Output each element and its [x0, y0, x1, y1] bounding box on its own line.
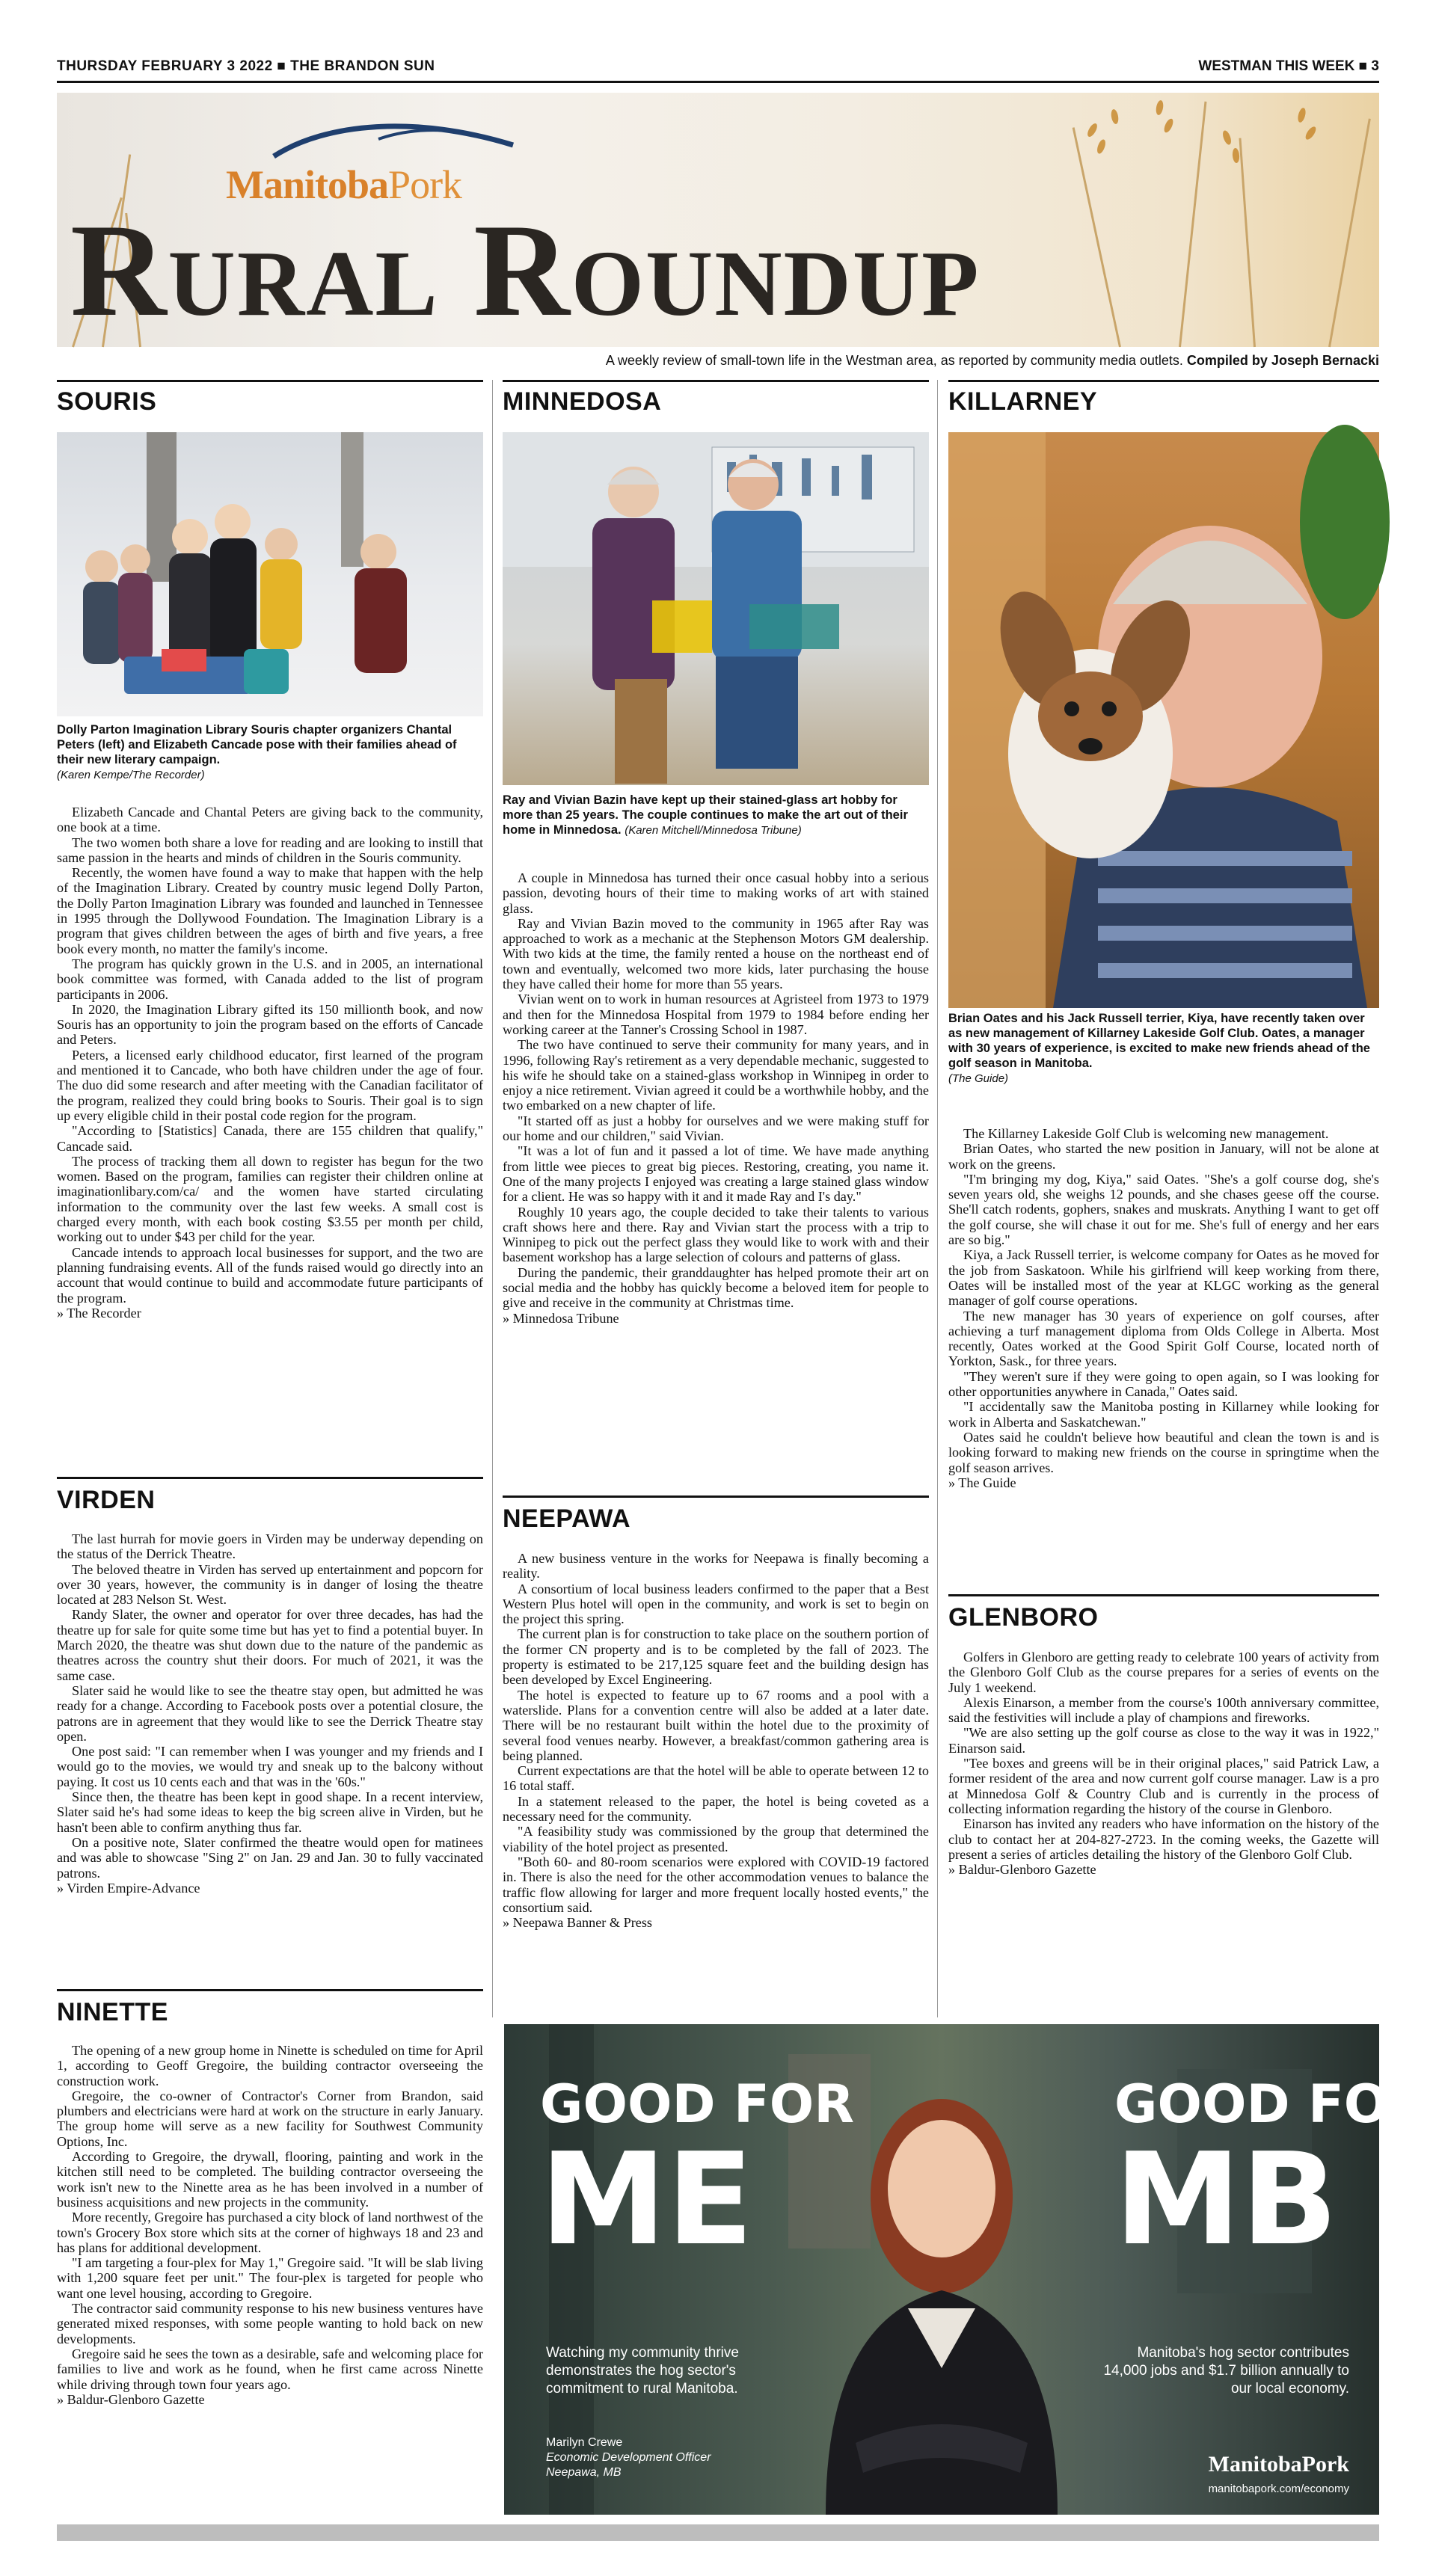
top-rule: [57, 81, 1379, 83]
paragraph: The process of tracking them all down to register has begun for the two women. Based on the program, families can register their children online at imaginationlibary.com/ca/ and the women have started circulating information to the community over the last few weeks. A small cost is charged every month, with each book costing $3.55 per month per child, working out to under $43 per child for the year.: [57, 1153, 483, 1245]
ad-logo: ManitobaPork: [1208, 2452, 1349, 2477]
killarney-caption-text: Brian Oates and his Jack Russell terrier, Kiya, have recently taken over as new management of Killarney Lakeside Golf Club. Oates, a manager with 30 years of experience, is excited to make new friends ahead of the golf season in Manitoba.: [948, 1012, 1370, 1070]
paragraph: Slater said he would like to see the theatre stay open, but admitted he was ready for a change. According to Facebook posts over a potential closure, the patrons are in agreement that they would like to see the Derrick Theatre stay open.: [57, 1682, 483, 1744]
virden-article: [57, 1531, 483, 1973]
minnedosa-photo: [503, 432, 929, 785]
section-rule: [57, 1989, 483, 1991]
minnedosa-caption-text: Ray and Vivian Bazin have kept up their stained-glass art hobby for more than 25 years. The couple continues to make the art out of their home in Minnedosa.: [503, 793, 908, 837]
souris-caption: [57, 722, 483, 782]
brand-logo-part1: Manitoba: [226, 162, 389, 207]
paragraph: Current expectations are that the hotel will be able to operate between 12 to 16 total staff.: [503, 1763, 929, 1794]
paragraph: Since then, the theatre has been kept in good shape. In a recent interview, Slater said he's had some ideas to keep the big screen alive in Virden, but he hasn't been able to confirm anything thus far.: [57, 1789, 483, 1835]
section-rule: [57, 1477, 483, 1479]
masthead-banner: [57, 93, 1379, 347]
ad-left-line2: ME: [540, 2126, 754, 2274]
footer-bar: [57, 2524, 1379, 2541]
paragraph: Roughly 10 years ago, the couple decided to take their talents to various craft shows here and there. Ray and Vivian start the process with a trip to Winnipeg to pick out the perfect glass they would like to work with and their basement workshop has a large selection of colours and patterns of glass.: [503, 1204, 929, 1265]
souris-article: [57, 805, 483, 1448]
paragraph: Cancade intends to approach local businesses for support, and the two are planning fundraising events. All of the funds raised would go directly into an account that would continue to build and accommodate future participants of the program.: [57, 1244, 483, 1306]
paragraph: Kiya, a Jack Russell terrier, is welcome company for Oates as he moved for the job from Saskatoon. While his girlfriend will keep working from there, Oates will be installed most of the year at KLGC working as the general manager of golf course operations.: [948, 1247, 1379, 1309]
minnedosa-article: [503, 870, 929, 1469]
paragraph: Golfers in Glenboro are getting ready to celebrate 100 years of activity from the Glenboro Golf Club as the course prepares for a series of events on the July 1 weekend.: [948, 1650, 1379, 1695]
section-rule: [503, 1496, 929, 1498]
souris-photo-credit: (Karen Kempe/The Recorder): [57, 769, 205, 781]
column-divider: [492, 380, 493, 2017]
neepawa-article: [503, 1551, 929, 2014]
workshop-photo-illustration: [503, 432, 929, 785]
masthead-title: Rural Roundup: [70, 196, 981, 344]
paragraph: "I accidentally saw the Manitoba posting in Killarney while looking for work in Alberta and Saskatchewan.": [948, 1399, 1379, 1430]
source-credit: » The Recorder: [57, 1305, 141, 1321]
paragraph: Alexis Einarson, a member from the course's 100th anniversary committee, said the festivities will include a play of champions and fireworks.: [948, 1694, 1379, 1726]
paragraph: A couple in Minnedosa has turned their once casual hobby into a serious passion, devoting hours of their time to making works of art with stained glass.: [503, 870, 929, 916]
paragraph: Gregoire, the co-owner of Contractor's Corner from Brandon, said plumbers and electricians were hard at work on the structure in early January. The group home will serve as a new facility for Southwest Community Options, Inc.: [57, 2088, 483, 2149]
ad-person-name: Marilyn Crewe: [546, 2436, 623, 2449]
ad-left-line1: GOOD FOR: [540, 2074, 855, 2135]
section-head-virden: VIRDEN: [57, 1486, 156, 1514]
source-credit: » Baldur-Glenboro Gazette: [57, 2391, 205, 2407]
ad-left-text: Watching my community thrive demonstrates the hog sector's commitment to rural Manitoba.: [546, 2345, 739, 2397]
paragraph: Ray and Vivian Bazin moved to the community in 1965 after Ray was approached to work as a mechanic at the Stephenson Motors GM dealership. With two kids at the time, the family rented a house on the northeast end of town and eventually, welcomed two more kids, later purchasing the house they have called their home for more than 55 years.: [503, 915, 929, 992]
paragraph: "It started off as just a hobby for ourselves and we were making stuff for our home and our children," said Vivian.: [503, 1113, 929, 1144]
brand-logo-part2: Pork: [388, 162, 462, 207]
paragraph: In a statement released to the paper, the hotel is being coveted as a necessary need for the community.: [503, 1793, 929, 1825]
paragraph: Vivian went on to work in human resources at Agristeel from 1973 to 1979 and then for the Minnedosa Hospital from 1979 to 1984 before ending her working career at the Tanner's Crossing School in 1987.: [503, 992, 929, 1037]
source-credit: » Neepawa Banner & Press: [503, 1915, 653, 1931]
paragraph: Gregoire said he sees the town as a desirable, safe and welcoming place for families to live and work as he found, when he first came across Ninette while driving through town four years ago.: [57, 2346, 483, 2392]
paragraph: The program has quickly grown in the U.S. and in 2005, an international book committee was formed, with Canada added to the list of program participants in 2006.: [57, 956, 483, 1002]
paragraph: "A feasibility study was commissioned by the group that determined the viability of the hotel project as presented.: [503, 1824, 929, 1854]
ad-right-text: Manitoba's hog sector contributes 14,000 jobs and $1.7 billion annually to our local economy.: [1103, 2345, 1349, 2397]
killarney-article: [948, 1126, 1379, 1590]
ninette-article: [57, 2043, 483, 2518]
paragraph: One post said: "I can remember when I was younger and my friends and I would go to the movies, we would try and sneak up to the balcony without paying. It cost us 10 cents each and that was in the '60s.": [57, 1744, 483, 1789]
paragraph: Einarson has invited any readers who have information on the history of the club to contact her at 204-827-2723. In the coming weeks, the Gazette will present a series of articles detailing the history of the Glenboro Golf Club.: [948, 1816, 1379, 1862]
brand-swoosh-icon: [266, 115, 521, 167]
paragraph: In 2020, the Imagination Library gifted its 150 millionth book, and now Souris has an opportunity to join the program based on the efforts of Cancade and Peters.: [57, 1001, 483, 1048]
paragraph: "According to [Statistics] Canada, there are 155 children that qualify," Cancade said.: [57, 1123, 483, 1154]
paragraph: A consortium of local business leaders confirmed to the paper that a Best Western Plus hotel will open in the community, and work is set to begin on the project this spring.: [503, 1581, 929, 1627]
paragraph: The Killarney Lakeside Golf Club is welcoming new management.: [963, 1126, 1329, 1141]
paragraph: Elizabeth Cancade and Chantal Peters are giving back to the community, one book at a time.: [57, 805, 483, 835]
man-and-dog-photo-illustration: [948, 432, 1379, 1008]
folio-left: THURSDAY FEBRUARY 3 2022 ■ THE BRANDON SUN: [57, 58, 435, 74]
section-head-minnedosa: MINNEDOSA: [503, 387, 662, 416]
paragraph: The hotel is expected to feature up to 67 rooms and a pool with a waterslide. Plans for a convention centre will also be added at a later date. There will be no restaurant built within the hotel due to the proximity of several food venues nearby. However, a breakfast/common gathering area is being planned.: [503, 1687, 929, 1763]
paragraph: The last hurrah for movie goers in Virden may be underway depending on the status of the Derrick Theatre.: [57, 1531, 483, 1562]
paragraph: The two women both share a love for reading and are looking to instill that same passion in the hearts and minds of children in the Souris community.: [57, 834, 483, 865]
minnedosa-photo-credit: (Karen Mitchell/Minnedosa Tribune): [625, 824, 802, 837]
section-rule: [948, 380, 1379, 382]
banner-subtitle-text: A weekly review of small-town life in the Westman area, as reported by community media outlets.: [605, 353, 1183, 368]
paragraph: The current plan is for construction to take place on the southern portion of the former CN property and is to be completed by the fall of 2023. The property is estimated to be 217,125 square feet and the building design has been developed by Excel Engineering.: [503, 1626, 929, 1688]
paragraph: "They weren't sure if they were going to open again, so I was looking for other opportunities anywhere in Canada," Oates said.: [948, 1368, 1379, 1400]
column-divider: [937, 380, 938, 2017]
paragraph: Peters, a licensed early childhood educator, first learned of the program and mentioned it to Cancade, who both have children under the age of four. The duo did some research and after meeting with the Canadian facilitator of the program, realized they could bring books to Souris. Their goal is to sign up every eligible child in their postal code region for the program.: [57, 1047, 483, 1123]
paragraph: On a positive note, Slater confirmed the theatre would open for matinees and was able to showcase "Sing 2" on Jan. 29 and Jan. 30 to fully vaccinated patrons.: [57, 1834, 483, 1881]
section-rule: [503, 380, 929, 382]
paragraph: Randy Slater, the owner and operator for over three decades, has had the theatre up for sale for quite some time but has yet to find a potential buyer. In March 2020, the theatre was shut down due to the nature of the pandemic as theatres across the country shut their doors. For much of 2021, it was the same case.: [57, 1607, 483, 1683]
section-rule: [57, 380, 483, 382]
banner-subtitle: [606, 353, 1379, 369]
paragraph: Oates said he couldn't believe how beautiful and clean the town is and is looking forward to making new friends on the course in springtime when the golf season arrives.: [948, 1429, 1379, 1475]
ad-person-town: Neepawa, MB: [546, 2466, 622, 2479]
paragraph: The opening of a new group home in Ninette is scheduled on time for April 1, according to Geoff Gregoire, the building contractor overseeing the construction work.: [57, 2043, 483, 2088]
section-rule: [948, 1594, 1379, 1596]
paragraph: More recently, Gregoire has purchased a city block of land northwest of the town's Grocery Box store which sits at the corner of highways 18 and 23 and has plans for additional development.: [57, 2210, 483, 2255]
section-head-neepawa: NEEPAWA: [503, 1504, 631, 1533]
ad-person: [546, 2435, 785, 2480]
paragraph: Brian Oates, who started the new position in January, will not be alone at work on the greens.: [948, 1141, 1379, 1172]
section-head-souris: SOURIS: [57, 387, 157, 416]
section-head-killarney: KILLARNEY: [948, 387, 1098, 416]
paragraph: "It was a lot of fun and it passed a lot of time. We have made anything from little wee pieces to great big pieces. Restoring, creating, you name it. One of the many projects I enjoyed was creating a large stained glass window for a client. He was so happy with it and it made Ray and I's day.": [503, 1143, 929, 1205]
glenboro-article: [948, 1650, 1379, 2013]
paragraph: The contractor said community response to his new business ventures have generated mixed responses, with some people wanting to hold back on new developments.: [57, 2301, 483, 2346]
source-credit: » Minnedosa Tribune: [503, 1310, 619, 1326]
souris-photo: [57, 432, 483, 716]
ad-right-line1: GOOD FOR: [1114, 2074, 1429, 2135]
paragraph: Recently, the women have found a way to make that happen with the help of the Imagination Library. Created by country music legend Dolly Parton, the Dolly Parton Imagination Library was founded and launched in Tennessee in 1995 through the Dollywood Foundation. The Imagination Library is a program that gives children between the ages of birth and five years, a free book every month, no matter the family's income.: [57, 865, 483, 956]
souris-caption-text: Dolly Parton Imagination Library Souris chapter organizers Chantal Peters (left) and Elizabeth Cancade pose with their families ahead of their new literary campaign.: [57, 723, 457, 766]
killarney-photo-credit: (The Guide): [948, 1072, 1009, 1085]
paragraph: "We are also setting up the golf course as close to the way it was in 1922," Einarson said.: [948, 1725, 1379, 1756]
source-credit: » Baldur-Glenboro Gazette: [948, 1862, 1096, 1878]
ad-url-link[interactable]: manitobapork.com/economy: [1208, 2483, 1349, 2495]
paragraph: During the pandemic, their granddaughter has helped promote their art on social media and the hobby has quickly become a beloved item for people to give and receive in the community at Christmas time.: [503, 1264, 929, 1311]
minnedosa-caption: [503, 793, 929, 852]
section-head-glenboro: GLENBORO: [948, 1603, 1099, 1632]
folio-right: WESTMAN THIS WEEK ■ 3: [1198, 58, 1379, 74]
families-photo-illustration: [57, 432, 483, 716]
compiled-by: Compiled by Joseph Bernacki: [1186, 353, 1379, 368]
paragraph: "Both 60- and 80-room scenarios were explored with COVID-19 factored in. There is also the need for the other accommodation venues to balance the traffic flow allowing for larger and more frequent locally hosted events," the consortium said.: [503, 1854, 929, 1915]
paragraph: The two have continued to serve their community for many years, and in 1996, following Ray's retirement as a very dependable mechanic, suggested to his wife he should take on a stained-glass workshop in Winnipeg in order to enjoy a nice retirement. Vivian agreed it could be a worthwhile hobby, and the two embarked on a new chapter of life.: [503, 1037, 929, 1113]
paragraph: A new business venture in the works for Neepawa is finally becoming a reality.: [503, 1551, 929, 1581]
source-credit: » The Guide: [948, 1475, 1016, 1490]
paragraph: "I'm bringing my dog, Kiya," said Oates. "She's a golf course dog, she's seven years old, she weighs 12 pounds, and she chases geese off the course. She'll catch rodents, gophers, snakes and muskrats. Anything I want to get off the golf course, she will chase it out for me. She's full of energy and her ears are so big.": [948, 1171, 1379, 1248]
killarney-caption: [948, 1011, 1379, 1101]
paragraph: The new manager has 30 years of experience on golf courses, after achieving a turf management diploma from Olds College in Alberta. Most recently, Oates worked at the Good Spirit Golf Course, located north of Yorkton, Sask., for three years.: [948, 1308, 1379, 1369]
paragraph: The beloved theatre in Virden has served up entertainment and popcorn for over 30 years, however, the community is in danger of losing the theatre located at 283 Nelson St. West.: [57, 1561, 483, 1608]
paragraph: "Tee boxes and greens will be in their original places," said Patrick Law, a former resident of the area and now current golf course manager. Law is a pro at Minnedosa Golf & Country Club and is currently in the process of collecting information regarding the history of the course in Glenboro.: [948, 1756, 1379, 1816]
section-head-ninette: NINETTE: [57, 1998, 168, 2026]
paragraph: "I am targeting a four-plex for May 1," Gregoire said. "It will be slab living with 1,200 square feet per unit." The four-plex is targeted for people who want one level housing, according to Gregoire.: [57, 2255, 483, 2301]
paragraph: According to Gregoire, the drywall, flooring, painting and work in the kitchen still need to be completed. The building contractor overseeing the work isn't new to the Ninette area as he has been involved in a number of business acquisitions and new projects in the community.: [57, 2149, 483, 2210]
manitoba-pork-ad[interactable]: [504, 2024, 1429, 2515]
ad-right-line2: MB: [1114, 2126, 1338, 2274]
ad-person-title: Economic Development Officer: [546, 2451, 711, 2464]
killarney-photo: [948, 432, 1379, 1008]
source-credit: » Virden Empire-Advance: [57, 1880, 200, 1896]
